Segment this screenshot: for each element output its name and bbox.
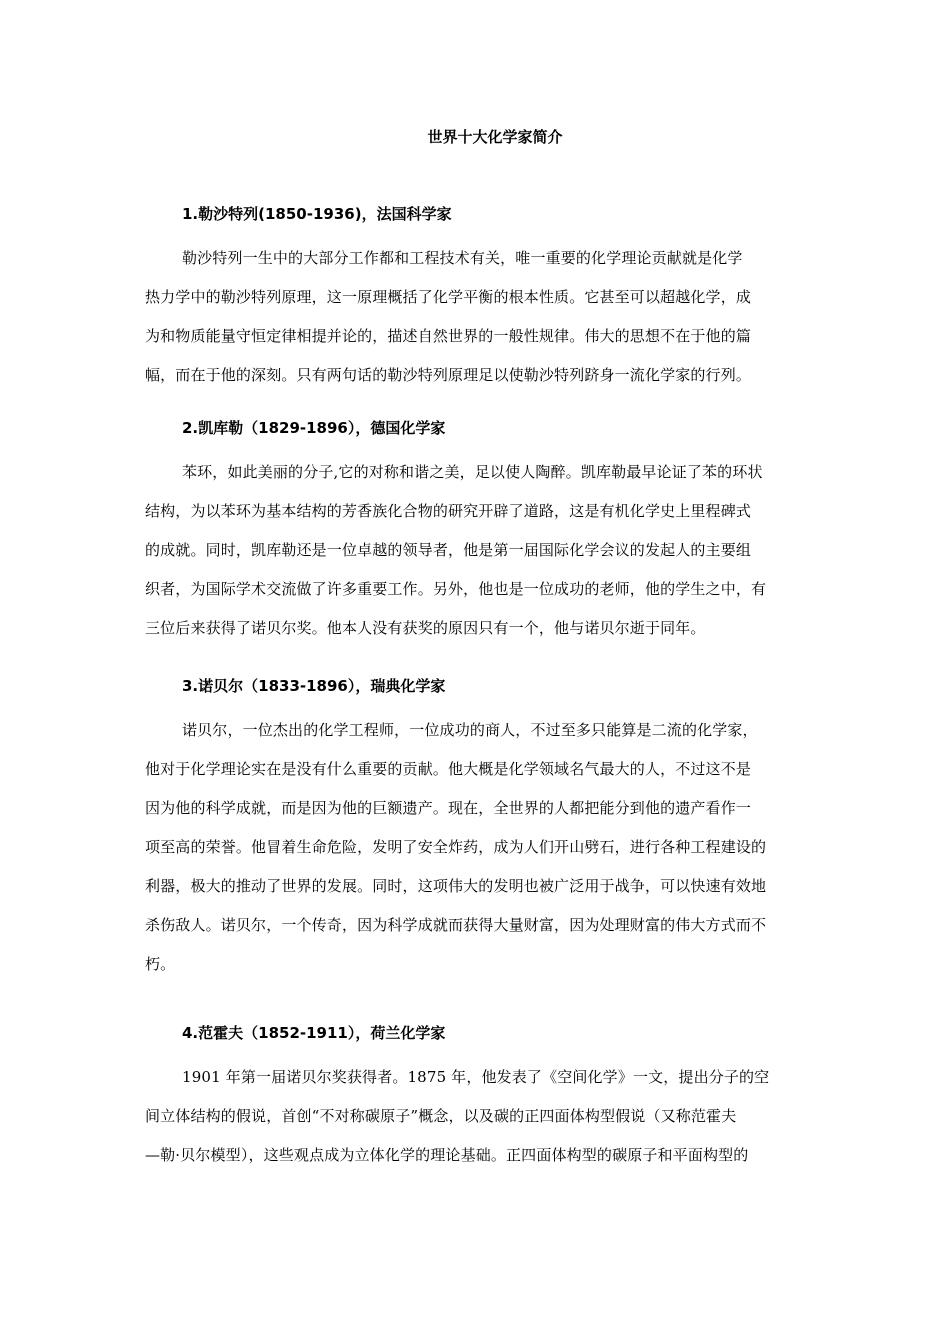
section-paragraph xyxy=(145,711,807,984)
paragraph-line: 幅，而在于他的深刻。只有两句话的勒沙特列原理足以使勒沙特列跻身一流化学家的行列。 xyxy=(145,366,752,384)
paragraph-line: 三位后来获得了诺贝尔奖。他本人没有获奖的原因只有一个，他与诺贝尔逝于同年。 xyxy=(145,619,706,637)
paragraph-line: 利器，极大的推动了世界的发展。同时，这项伟大的发明也被广泛用于战争，可以快速有效地 xyxy=(145,877,767,895)
paragraph-line: 诺贝尔，一位杰出的化学工程师，一位成功的商人，不过至多只能算是二流的化学家， xyxy=(182,721,758,739)
paragraph-line: 朽。 xyxy=(145,955,176,973)
paragraph-line: 他对于化学理论实在是没有什么重要的贡献。他大概是化学领域名气最大的人，不过这不是 xyxy=(145,760,752,778)
paragraph-line: 为和物质能量守恒定律相提并论的，描述自然世界的一般性规律。伟大的思想不在于他的篇 xyxy=(145,327,752,345)
paragraph-line: 1901 年第一届诺贝尔奖获得者。1875 年，他发表了《空间化学》一文，提出分子的空 xyxy=(182,1068,770,1086)
section-heading: 4.范霍夫（1852-1911），荷兰化学家 xyxy=(182,1024,446,1042)
paragraph-line: 因为他的科学成就，而是因为他的巨额遗产。现在，全世界的人都把能分到他的遗产看作一 xyxy=(145,799,752,817)
paragraph-line: 织者，为国际学术交流做了许多重要工作。另外，他也是一位成功的老师，他的学生之中，有 xyxy=(145,580,767,598)
paragraph-line: 项至高的荣誉。他冒着生命危险，发明了安全炸药，成为人们开山劈石，进行各种工程建设的 xyxy=(145,838,767,856)
paragraph-line: 热力学中的勒沙特列原理，这一原理概括了化学平衡的根本性质。它甚至可以超越化学，成 xyxy=(145,288,752,306)
section-heading: 3.诺贝尔（1833-1896），瑞典化学家 xyxy=(182,677,446,695)
section-paragraph xyxy=(145,453,807,648)
paragraph-line: 的成就。同时，凯库勒还是一位卓越的领导者，他是第一届国际化学会议的发起人的主要组 xyxy=(145,541,752,559)
paragraph-line: 结构，为以苯环为基本结构的芳香族化合物的研究开辟了道路，这是有机化学史上里程碑式 xyxy=(145,502,752,520)
section-le-chatelier xyxy=(145,203,807,395)
section-paragraph xyxy=(145,239,807,395)
paragraph-line: —勒·贝尔模型），这些观点成为立体化学的理论基础。正四面体构型的碳原子和平面构型的 xyxy=(145,1146,749,1164)
section-van-t-hoff xyxy=(145,1022,807,1175)
section-kekule xyxy=(145,417,807,648)
paragraph-line: 勒沙特列一生中的大部分工作都和工程技术有关，唯一重要的化学理论贡献就是化学 xyxy=(182,249,743,267)
section-paragraph xyxy=(145,1058,807,1175)
section-heading: 2.凯库勒（1829-1896），德国化学家 xyxy=(182,419,446,437)
section-heading: 1.勒沙特列(1850-1936)，法国科学家 xyxy=(182,205,452,223)
section-nobel xyxy=(145,675,807,984)
paragraph-line: 苯环，如此美丽的分子,它的对称和谐之美，足以使人陶醉。凯库勒最早论证了苯的环状 xyxy=(182,463,763,481)
document-title: 世界十大化学家简介 xyxy=(427,128,563,146)
paragraph-line: 杀伤敌人。诺贝尔，一个传奇，因为科学成就而获得大量财富，因为处理财富的伟大方式而不 xyxy=(145,916,767,934)
paragraph-line: 间立体结构的假说，首创“不对称碳原子”概念，以及碳的正四面体构型假说（又称范霍夫 xyxy=(145,1107,737,1125)
